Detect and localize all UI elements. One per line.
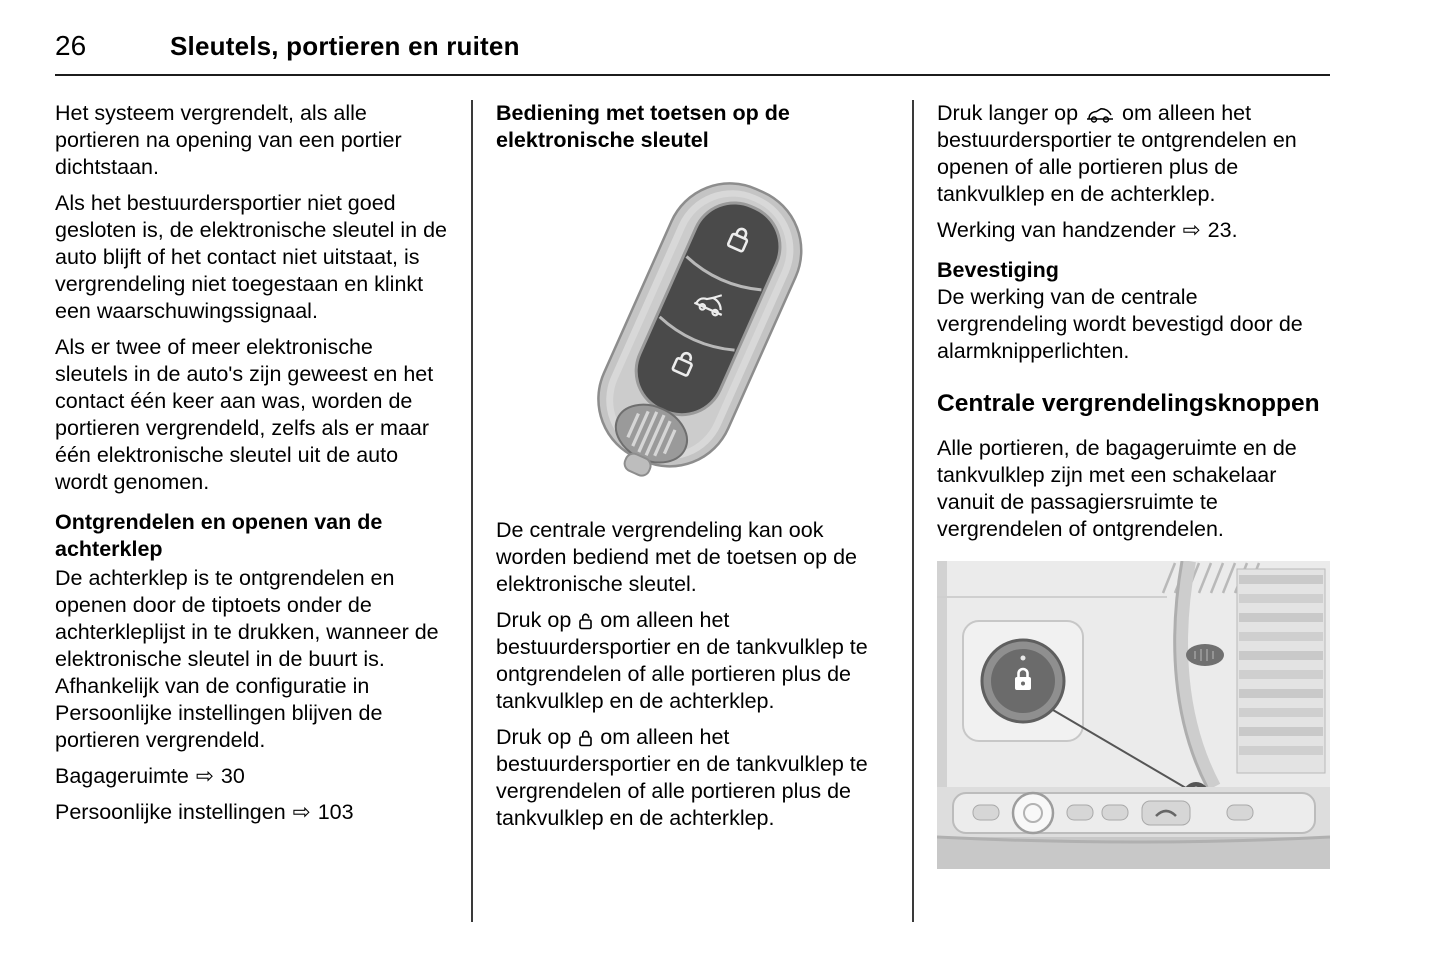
text-segment: Druk op xyxy=(496,608,572,632)
unlock-icon xyxy=(578,612,593,630)
text-segment: om alleen het bestuurdersportier te ontgrendelen en openen of alle portieren plus de tankvulklep en de achterklep. xyxy=(937,101,1297,206)
page-number: 26 xyxy=(55,30,87,61)
column-3 xyxy=(937,98,1330,869)
cross-reference-remote xyxy=(937,217,1330,244)
paragraph-longpress xyxy=(937,100,1330,208)
paragraph-lock xyxy=(496,724,889,832)
columns-container xyxy=(55,98,1337,922)
text-segment: Druk op xyxy=(496,725,572,749)
heading-tailgate: Ontgrendelen en openen van de achterklep xyxy=(55,510,383,561)
air-vent-louvers xyxy=(1237,569,1325,773)
dashboard-photo xyxy=(937,561,1330,869)
page-reference-arrow-icon: ⇨ xyxy=(292,800,311,824)
text-segment: om alleen het bestuurdersportier en de tankvulklep te ontgrendelen of alle portieren plus de tankvulklep en de achterklep. xyxy=(496,608,868,713)
paragraph-unlock xyxy=(496,607,889,715)
car-driver-door-icon xyxy=(1085,107,1115,123)
central-locking-panel xyxy=(963,621,1083,741)
paragraph: Als het bestuurdersportier niet goed gesloten is, de elektronische sleutel in de auto blijft of het contact niet uitstaat, is vergrendeling niet toegestaan en klinkt een waarschuwingssignaal. xyxy=(55,191,448,323)
heading-confirmation: Bevestiging xyxy=(937,258,1059,282)
paragraph: Het systeem vergrendelt, als alle portieren na opening van een portier dichtstaan. xyxy=(55,101,402,179)
phone-button xyxy=(1142,801,1190,825)
paragraph: De centrale vergrendeling kan ook worden bediend met de toetsen op de elektronische sleutel. xyxy=(496,518,857,596)
page-reference-arrow-icon: ⇨ xyxy=(195,764,214,788)
paragraph: Alle portieren, de bagageruimte en de tankvulklep zijn met een schakelaar vanuit de passagiersruimte te vergrendelen of ontgrendelen. xyxy=(937,436,1297,541)
strip-button xyxy=(1227,805,1253,820)
text-segment: om alleen het bestuurdersportier en de tankvulklep te vergrendelen of alle portieren plus de tankvulklep en de achterklep. xyxy=(496,725,868,830)
strip-button xyxy=(1102,805,1128,820)
paragraph: De werking van de centrale vergrendeling wordt bevestigd door de alarmknipperlichten. xyxy=(937,285,1303,363)
page-title: Sleutels, portieren en ruiten xyxy=(170,31,520,61)
heading-remote-buttons: Bediening met toetsen op de elektronische sleutel xyxy=(496,101,790,152)
column-2 xyxy=(496,98,889,841)
reference-page: 30 xyxy=(220,764,245,788)
header-rule xyxy=(55,74,1330,76)
cross-reference-luggage xyxy=(55,763,448,790)
reference-label: Werking van handzender xyxy=(937,218,1176,242)
volume-knob xyxy=(1013,793,1053,833)
keyfob-photo xyxy=(500,170,885,505)
cross-reference-personal-settings xyxy=(55,799,448,826)
reference-page: 23. xyxy=(1207,218,1238,242)
reference-label: Bagageruimte xyxy=(55,764,189,788)
column-1 xyxy=(55,98,448,835)
strip-button xyxy=(1067,805,1093,820)
paragraph: De achterklep is te ontgrendelen en openen door de tiptoets onder de achterkleplijst in te drukken, wanneer de elektronische sleutel in de buurt is. Afhankelijk van de configuratie in Persoonlijke instellingen blijven de portieren vergrendeld. xyxy=(55,566,439,752)
heading-central-locking-buttons: Centrale vergrendelingsknoppen xyxy=(937,390,1320,417)
vent-thumbwheel xyxy=(1186,644,1224,666)
column-divider xyxy=(912,100,914,922)
keyfob-figure xyxy=(496,170,889,505)
radio-control-strip xyxy=(937,787,1330,837)
column-divider xyxy=(471,100,473,922)
strip-button xyxy=(973,805,999,820)
lock-icon xyxy=(578,729,593,747)
page-reference-arrow-icon: ⇨ xyxy=(1182,218,1201,242)
dashboard-figure xyxy=(937,561,1330,869)
paragraph: Als er twee of meer elektronische sleutels in de auto's zijn geweest en het contact één keer aan was, worden de portieren vergrendeld, zelfs als er maar één elektronische sleutel uit de auto wordt genomen. xyxy=(55,335,434,494)
reference-page: 103 xyxy=(317,800,354,824)
page-header xyxy=(55,30,1330,62)
reference-label: Persoonlijke instellingen xyxy=(55,800,286,824)
text-segment: Druk langer op xyxy=(937,101,1079,125)
